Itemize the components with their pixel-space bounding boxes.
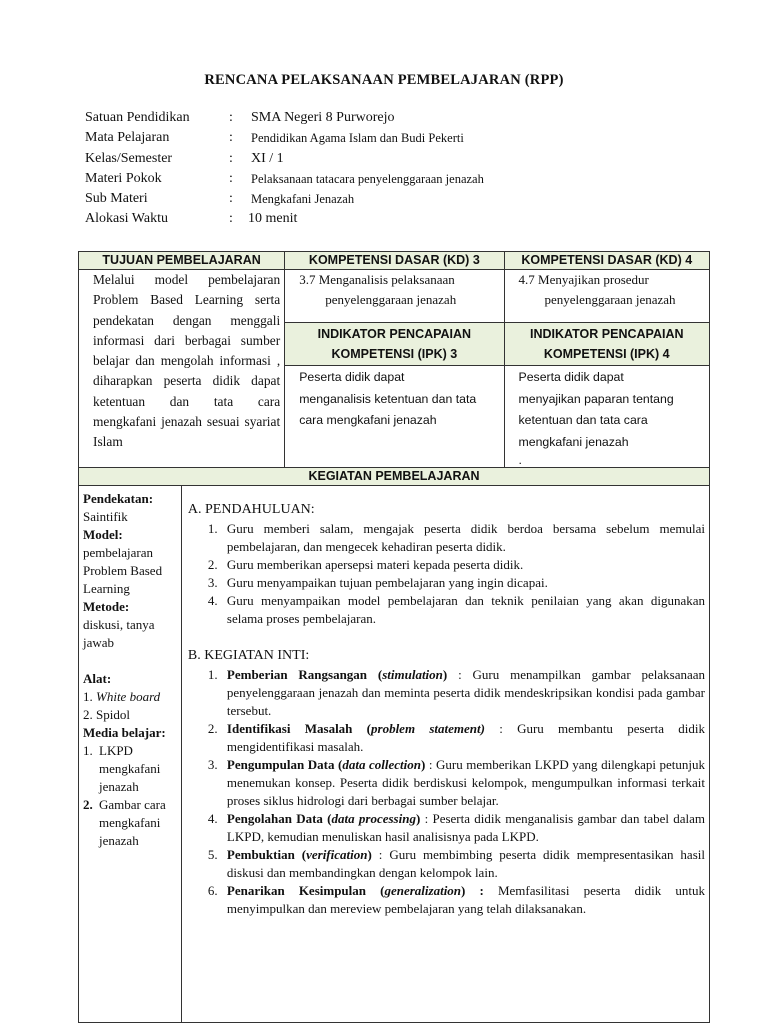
list-item: 2. Guru memberikan apersepsi materi kepada peserta didik. (207, 557, 524, 572)
header-ipk4: INDIKATOR PENCAPAIAN KOMPETENSI (IPK) 4 (504, 323, 709, 366)
list-item: 3. Guru menyampaikan tujuan pembelajaran yang ingin dicapai. (207, 575, 548, 590)
header-kd4: KOMPETENSI DASAR (KD) 4 (504, 252, 709, 270)
ipk3-cell (285, 366, 504, 468)
identity-block (85, 108, 725, 230)
kd3-cell (285, 270, 504, 323)
list-item: 3. Pengumpulan Data (data collection) : Guru memberikan LKPD yang dilengkapi petunjuk menemukan konsep. Peserta didik berdiskusi kelompok, mengumpulkan informasi terkait proses siklus hidrologi dari berbagai sumber belajar. (207, 757, 705, 808)
identity-label: Kelas/Semester (85, 150, 173, 166)
media-item: 2. Gambar cara mengkafani jenazah (83, 796, 179, 850)
identity-row-kelas: Kelas/Semester : XI / 1 (85, 149, 725, 169)
identity-row-submateri: Sub Materi : Mengkafani Jenazah (85, 189, 725, 209)
method-column (79, 486, 182, 1023)
identity-row-satuan: Satuan Pendidikan : SMA Negeri 8 Purworejo (85, 108, 725, 128)
identity-value: Pendidikan Agama Islam dan Budi Pekerti (251, 131, 464, 146)
section-inti-title: B. KEGIATAN INTI: (187, 648, 310, 663)
ipk4-lead: Peserta didik dapat (518, 370, 624, 384)
identity-value: XI / 1 (251, 150, 284, 166)
tujuan-text: Melalui model pembelajaran Problem Based Learning serta pendekatan dengan menggali informasi dari berbagai sumber belajar dan mengolah informasi , diharapkan peserta didik dapat ketentuan dan tata cara mengkafani jenazah sesuai syariat Islam (79, 270, 285, 468)
kd3-text: 3.7 Menganalisis pelaksanaan (299, 272, 455, 287)
alat-item-text: White board (96, 689, 161, 704)
kd3-cont: penyelenggaraan jenazah (325, 292, 457, 307)
ipk4-dot: . (518, 453, 522, 467)
ipk4-text: menyajikan paparan tentang ketentuan dan tata cara mengkafani jenazah (518, 391, 674, 449)
alat-label: Alat: (83, 671, 112, 686)
ipk4-cell (504, 366, 709, 468)
identity-row-alokasi: Alokasi Waktu : 10 menit (85, 209, 725, 229)
media-label: Media belajar: (83, 725, 166, 740)
kd4-cont: penyelenggaraan jenazah (544, 292, 676, 307)
identity-value: Pelaksanaan tatacara penyelenggaraan jenazah (251, 171, 484, 186)
list-item: 2. Identifikasi Masalah (problem statement) : Guru membantu peserta didik mengidentifikasi masalah. (207, 721, 705, 754)
metode-label: Metode: (83, 599, 130, 614)
identity-value: Mengkafani Jenazah (251, 192, 355, 207)
alat-item: 2. Spidol (83, 707, 130, 722)
identity-value: SMA Negeri 8 Purworejo (251, 110, 395, 125)
pendekatan-label: Pendekatan: (83, 491, 154, 506)
media-item-text: LKPD mengkafani jenazah (99, 743, 161, 794)
section-pendahuluan-title: A. PENDAHULUAN: (187, 502, 315, 517)
list-item: 5. Pembuktian (verification) : Guru membimbing peserta didik mempresentasikan hasil diskusi dan membandingkan dengan kelompok lain. (207, 847, 705, 880)
media-item: 1. LKPD mengkafani jenazah (83, 742, 179, 796)
model-value: pembelajaran Problem Based Learning (83, 545, 163, 596)
document-title: RENCANA PELAKSANAAN PEMBELAJARAN (RPP) (204, 72, 564, 88)
alat-item-text: Spidol (96, 707, 130, 722)
identity-label: Satuan Pendidikan (85, 110, 190, 125)
list-item: 1. Pemberian Rangsangan (stimulation) : Guru menampilkan gambar pelaksanaan penyelenggaraan jenazah dan meminta peserta didik mendeskripsikan kondisi pada gambar tersebut. (207, 667, 706, 718)
list-item: 4. Guru menyampaikan model pembelajaran dan teknik penilaian yang akan digunakan selama proses pembelajaran. (207, 593, 705, 626)
identity-label: Alokasi Waktu (85, 211, 168, 227)
identity-row-materi: Materi Pokok : Pelaksanaan tatacara penyelenggaraan jenazah (85, 169, 725, 189)
metode-value: diskusi, tanya jawab (83, 617, 155, 650)
ipk3-text: menganalisis ketentuan dan tata cara mengkafani jenazah (299, 391, 477, 427)
kd4-cell (504, 270, 709, 323)
header-kd3: KOMPETENSI DASAR (KD) 3 (285, 252, 504, 270)
model-label: Model: (83, 527, 123, 542)
identity-label: Materi Pokok (85, 170, 162, 186)
header-tujuan: TUJUAN PEMBELAJARAN (79, 252, 285, 270)
kd4-text: 4.7 Menyajikan prosedur (518, 272, 649, 287)
identity-value: 10 menit (248, 211, 298, 227)
list-item: 4. Pengolahan Data (data processing) : Peserta didik menganalisis gambar dan tabel dalam LKPD, kemudian menuliskan hasil analisisnya pada LKPD. (207, 811, 706, 844)
activities-column (181, 486, 709, 1023)
rpp-table (78, 251, 710, 1023)
identity-label: Mata Pelajaran (85, 130, 170, 146)
alat-item: 1. White board (83, 689, 161, 704)
media-item-text: Gambar cara mengkafani jenazah (99, 797, 166, 848)
list-item: 6. Penarikan Kesimpulan (generalization) : Memfasilitasi peserta didik untuk menyimpulkan dan mereview pembelajaran yang telah dilaksanakan. (207, 883, 705, 916)
pendekatan-value: Saintifik (83, 509, 128, 524)
ipk3-lead: Peserta didik dapat (299, 370, 405, 384)
header-kegiatan: KEGIATAN PEMBELAJARAN (79, 468, 710, 486)
header-ipk3: INDIKATOR PENCAPAIAN KOMPETENSI (IPK) 3 (285, 323, 504, 366)
identity-row-mapel: Mata Pelajaran : Pendidikan Agama Islam dan Budi Pekerti (85, 128, 725, 148)
identity-label: Sub Materi (85, 191, 148, 207)
list-item: 1. Guru memberi salam, mengajak peserta didik berdoa bersama sebelum memulai pembelajaran, dan mengecek kehadiran peserta didik. (207, 521, 705, 554)
